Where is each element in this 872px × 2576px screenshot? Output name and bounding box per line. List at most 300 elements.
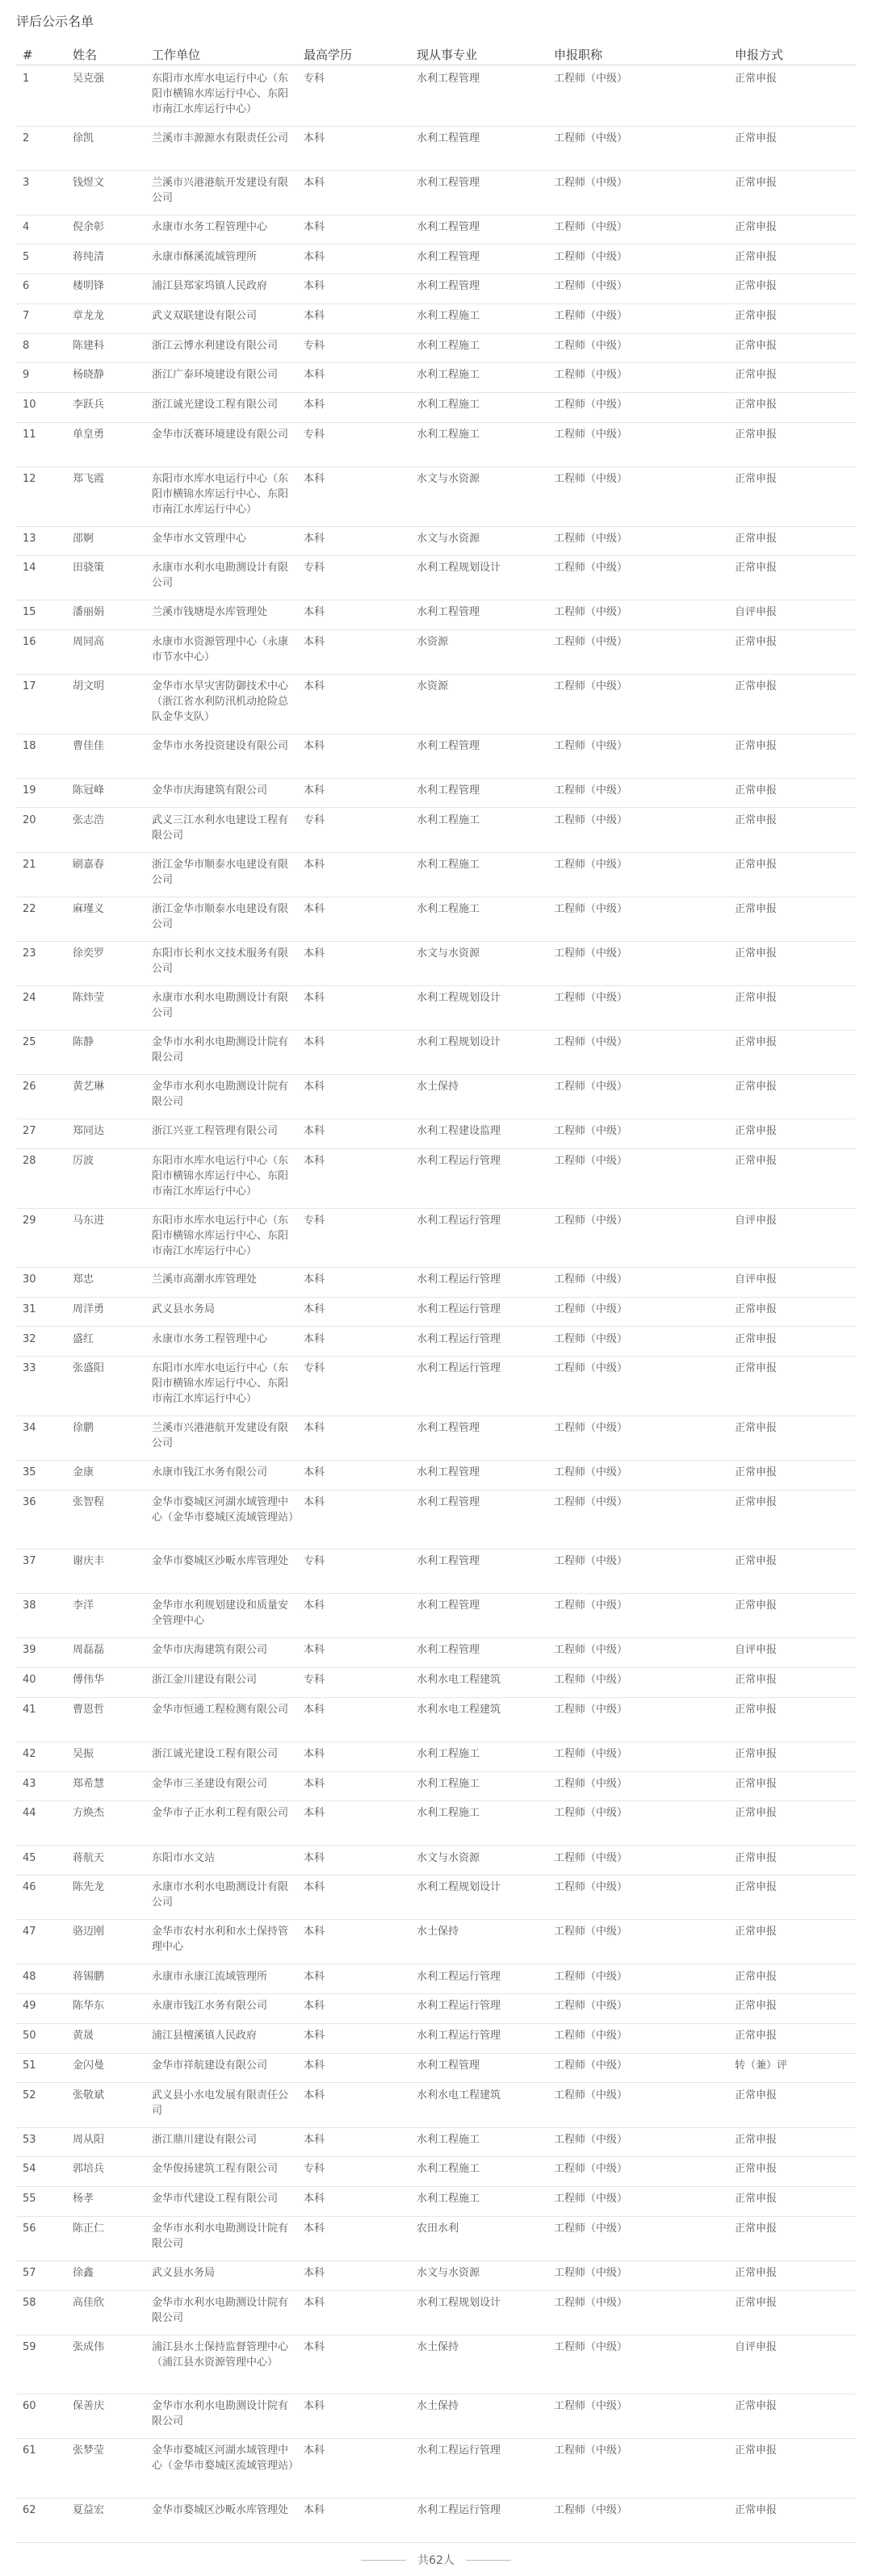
table-row <box>16 1416 856 1461</box>
table-row <box>16 2394 856 2439</box>
row-number: 52 <box>23 2089 36 2101</box>
row-employer: 东阳市水库水电运行中心（东阳市横锦水库运行中心、东阳市南江水库运行中心） <box>152 1155 289 1198</box>
row-education: 本科 <box>304 1600 325 1612</box>
row-title: 工程师（中级） <box>554 176 628 189</box>
row-education: 本科 <box>304 1081 325 1094</box>
table-row <box>16 392 856 423</box>
row-title: 工程师（中级） <box>554 1421 628 1434</box>
row-name: 高佳欣 <box>73 2296 105 2309</box>
row-education: 本科 <box>304 1851 325 1864</box>
row-specialty: 水利工程管理 <box>417 1644 480 1657</box>
row-education: 本科 <box>304 1155 325 1168</box>
row-specialty: 水利水电工程建筑 <box>417 1703 501 1716</box>
footer-divider-right <box>466 2560 511 2561</box>
row-specialty: 水土保持 <box>417 2400 459 2413</box>
row-number: 62 <box>23 2503 36 2516</box>
row-specialty: 水利工程规划设计 <box>417 1036 501 1049</box>
row-title: 工程师（中级） <box>554 902 628 915</box>
row-specialty: 水利工程管理 <box>417 73 480 85</box>
row-employer: 金华市代建设工程有限公司 <box>152 2193 279 2206</box>
row-title: 工程师（中级） <box>554 2400 628 2413</box>
row-title: 工程师（中级） <box>554 1851 628 1864</box>
row-specialty: 水利工程规划设计 <box>417 1881 501 1894</box>
row-education: 本科 <box>304 1777 325 1790</box>
row-specialty: 水文与水资源 <box>417 1851 480 1864</box>
row-employer: 金华市祥航建设有限公司 <box>152 2059 268 2072</box>
row-number: 5 <box>23 250 30 263</box>
row-specialty: 水文与水资源 <box>417 532 480 545</box>
row-employer: 永康市水利水电勘测设计有限公司 <box>152 1881 289 1909</box>
row-employer: 兰溪市高潮水库管理处 <box>152 1273 258 1286</box>
row-method: 正常申报 <box>735 1036 778 1049</box>
row-employer: 浙江广泰环境建设有限公司 <box>152 369 279 382</box>
row-number: 47 <box>23 1926 36 1938</box>
row-employer: 永康市水利水电勘测设计有限公司 <box>152 992 289 1019</box>
table-row <box>16 66 856 127</box>
row-employer: 金华市沃赛环境建设有限公司 <box>152 428 289 441</box>
row-specialty: 水利工程规划设计 <box>417 992 501 1004</box>
row-name: 马东进 <box>73 1214 105 1227</box>
column-header-name: 姓名 <box>73 48 98 62</box>
row-name: 黄艺琳 <box>73 1081 105 1094</box>
row-employer: 武义三江水利水电建设工程有限公司 <box>152 813 289 842</box>
row-title: 工程师（中级） <box>554 1273 628 1286</box>
row-method: 自评申报 <box>735 1644 778 1657</box>
table-row <box>16 1460 856 1491</box>
row-specialty: 水利水电工程建筑 <box>417 1674 501 1687</box>
row-specialty: 水利工程施工 <box>417 2133 480 2146</box>
row-name: 吴振 <box>73 1748 94 1760</box>
row-method: 正常申报 <box>735 2266 778 2279</box>
row-specialty: 水利工程施工 <box>417 858 480 871</box>
row-specialty: 水利工程管理 <box>417 280 480 293</box>
row-name: 周洋勇 <box>73 1303 105 1315</box>
row-education: 本科 <box>304 2000 325 2013</box>
row-education: 专科 <box>304 73 325 85</box>
row-method: 自评申报 <box>735 606 778 619</box>
row-education: 本科 <box>304 784 325 797</box>
row-specialty: 水利工程管理 <box>417 220 480 233</box>
row-method: 正常申报 <box>735 2163 778 2176</box>
row-title: 工程师（中级） <box>554 2163 628 2176</box>
table-row <box>16 2260 856 2291</box>
row-specialty: 水利工程管理 <box>417 784 480 797</box>
row-number: 1 <box>23 73 30 85</box>
row-specialty: 水利工程运行管理 <box>417 1214 501 1227</box>
row-title: 工程师（中级） <box>554 2193 628 2206</box>
row-method: 正常申报 <box>735 1807 778 1820</box>
table-row <box>16 526 856 557</box>
row-name: 单皇勇 <box>73 428 105 441</box>
row-employer: 金华市婺城区沙畈水库管理处 <box>152 1555 289 1568</box>
table-row <box>16 1964 856 1995</box>
row-method: 正常申报 <box>735 280 778 293</box>
table-row <box>16 941 856 986</box>
row-method: 自评申报 <box>735 1214 778 1227</box>
row-education: 专科 <box>304 1674 325 1687</box>
row-specialty: 水利工程管理 <box>417 739 480 752</box>
row-title: 工程师（中级） <box>554 250 628 263</box>
row-employer: 浙江诚光建设工程有限公司 <box>152 399 279 412</box>
table-row <box>16 1667 856 1698</box>
row-number: 38 <box>23 1600 36 1612</box>
row-title: 工程师（中级） <box>554 1362 628 1375</box>
row-title: 工程师（中级） <box>554 2222 628 2235</box>
table-row <box>16 1993 856 2024</box>
row-employer: 金华市婺城区河湖水域管理中心（金华市婺城区流域管理站） <box>152 1495 300 1524</box>
row-specialty: 水利工程管理 <box>417 1421 480 1434</box>
row-method: 正常申报 <box>735 2089 778 2101</box>
row-number: 17 <box>23 680 36 693</box>
row-education: 本科 <box>304 739 325 752</box>
row-education: 本科 <box>304 2503 325 2516</box>
row-specialty: 水文与水资源 <box>417 473 480 485</box>
row-education: 本科 <box>304 2444 325 2457</box>
table-row <box>16 2127 856 2158</box>
row-method: 正常申报 <box>735 1881 778 1894</box>
row-name: 保善庆 <box>73 2400 105 2413</box>
row-title: 工程师（中级） <box>554 813 628 826</box>
row-method: 正常申报 <box>735 339 778 352</box>
row-education: 专科 <box>304 813 325 826</box>
row-name: 郑忠 <box>73 1273 94 1286</box>
row-title: 工程师（中级） <box>554 1495 628 1508</box>
row-title: 工程师（中级） <box>554 1881 628 1894</box>
row-method: 正常申报 <box>735 739 778 752</box>
row-education: 本科 <box>304 369 325 382</box>
row-employer: 浙江鼎川建设有限公司 <box>152 2133 258 2146</box>
row-number: 39 <box>23 1644 36 1657</box>
row-name: 张梦莹 <box>73 2444 105 2457</box>
column-header-method: 申报方式 <box>735 48 784 62</box>
row-name: 钱煜文 <box>73 176 105 189</box>
row-employer: 金华市婺城区河湖水域管理中心（金华市婺城区流域管理站） <box>152 2444 300 2473</box>
row-specialty: 水利工程施工 <box>417 309 480 322</box>
row-name: 田骁策 <box>73 562 105 575</box>
table-row <box>16 2438 856 2499</box>
row-method: 正常申报 <box>735 220 778 233</box>
row-education: 本科 <box>304 309 325 322</box>
row-title: 工程师（中级） <box>554 1214 628 1227</box>
row-method: 正常申报 <box>735 1600 778 1612</box>
row-specialty: 水利工程运行管理 <box>417 1155 501 1168</box>
row-method: 正常申报 <box>735 902 778 915</box>
row-method: 正常申报 <box>735 250 778 263</box>
row-name: 傅伟华 <box>73 1674 105 1687</box>
row-method: 正常申报 <box>735 1555 778 1568</box>
row-method: 正常申报 <box>735 132 778 144</box>
row-name: 杨晓静 <box>73 369 105 382</box>
row-education: 专科 <box>304 2163 325 2176</box>
row-name: 楼明锋 <box>73 280 105 293</box>
row-method: 转（兼）评 <box>735 2059 788 2072</box>
row-number: 22 <box>23 902 36 915</box>
row-education: 本科 <box>304 1303 325 1315</box>
table-row <box>16 126 856 171</box>
row-number: 49 <box>23 2000 36 2013</box>
row-employer: 兰溪市丰源源水有限责任公司 <box>152 132 289 144</box>
row-name: 徐奕罗 <box>73 947 105 960</box>
row-method: 正常申报 <box>735 1970 778 1983</box>
row-title: 工程师（中级） <box>554 1777 628 1790</box>
row-title: 工程师（中级） <box>554 428 628 441</box>
row-employer: 金华市庆海建筑有限公司 <box>152 1644 268 1657</box>
row-employer: 东阳市水库水电运行中心（东阳市横锦水库运行中心、东阳市南江水库运行中心） <box>152 473 289 516</box>
row-method: 正常申报 <box>735 1495 778 1508</box>
row-education: 本科 <box>304 2222 325 2235</box>
row-method: 正常申报 <box>735 2444 778 2457</box>
row-title: 工程师（中级） <box>554 2000 628 2013</box>
row-title: 工程师（中级） <box>554 606 628 619</box>
row-method: 正常申报 <box>735 1703 778 1716</box>
row-title: 工程师（中级） <box>554 947 628 960</box>
row-name: 倪余彰 <box>73 220 105 233</box>
row-method: 正常申报 <box>735 1362 778 1375</box>
row-employer: 东阳市水文站 <box>152 1851 216 1864</box>
row-employer: 金华市子正水利工程有限公司 <box>152 1807 289 1820</box>
row-method: 自评申报 <box>735 2340 778 2353</box>
row-name: 徐鹏 <box>73 1421 94 1434</box>
row-number: 33 <box>23 1362 36 1375</box>
row-education: 专科 <box>304 1362 325 1375</box>
row-education: 本科 <box>304 2133 325 2146</box>
row-specialty: 水利工程运行管理 <box>417 1303 501 1315</box>
row-title: 工程师（中级） <box>554 1600 628 1612</box>
row-title: 工程师（中级） <box>554 1466 628 1478</box>
row-title: 工程师（中级） <box>554 784 628 797</box>
table-row <box>16 1875 856 1920</box>
row-employer: 金华市水利规划建设和质量安全管理中心 <box>152 1600 289 1628</box>
page-title: 评后公示名单 <box>16 14 94 29</box>
row-specialty: 水利工程施工 <box>417 1777 480 1790</box>
row-name: 周从阳 <box>73 2133 105 2146</box>
row-specialty: 水利工程运行管理 <box>417 2000 501 2013</box>
row-title: 工程师（中级） <box>554 1155 628 1168</box>
row-name: 骆迈刚 <box>73 1926 105 1938</box>
row-title: 工程师（中级） <box>554 399 628 412</box>
table-row <box>16 1267 856 1298</box>
row-method: 正常申报 <box>735 399 778 412</box>
row-employer: 金华市水务投资建设有限公司 <box>152 739 289 752</box>
table-row <box>16 1800 856 1846</box>
row-specialty: 水资源 <box>417 636 449 649</box>
row-number: 13 <box>23 532 36 545</box>
row-method: 正常申报 <box>735 369 778 382</box>
row-education: 本科 <box>304 220 325 233</box>
row-name: 徐凯 <box>73 132 94 144</box>
row-specialty: 水文与水资源 <box>417 2266 480 2279</box>
row-number: 50 <box>23 2030 36 2042</box>
row-number: 8 <box>23 339 30 352</box>
row-number: 9 <box>23 369 30 382</box>
row-employer: 金华市水利水电勘测设计院有限公司 <box>152 1036 289 1064</box>
row-specialty: 水利工程管理 <box>417 176 480 189</box>
row-name: 麻瑾义 <box>73 902 105 915</box>
row-number: 61 <box>23 2444 36 2457</box>
table-row <box>16 2156 856 2187</box>
row-title: 工程师（中级） <box>554 73 628 85</box>
table-row <box>16 1356 856 1416</box>
row-method: 正常申报 <box>735 1303 778 1315</box>
row-education: 本科 <box>304 1926 325 1938</box>
row-title: 工程师（中级） <box>554 992 628 1004</box>
row-number: 35 <box>23 1466 36 1478</box>
row-employer: 金华市恒通工程检测有限公司 <box>152 1703 289 1716</box>
table-row <box>16 600 856 630</box>
table-row <box>16 2498 856 2543</box>
row-title: 工程师（中级） <box>554 369 628 382</box>
column-header-number: # <box>23 48 33 62</box>
row-education: 本科 <box>304 1036 325 1049</box>
row-specialty: 水利工程施工 <box>417 1807 480 1820</box>
table-row <box>16 215 856 245</box>
footer <box>0 2550 872 2570</box>
row-employer: 永康市酥溪流域管理所 <box>152 250 258 263</box>
row-number: 53 <box>23 2133 36 2146</box>
row-number: 7 <box>23 309 30 322</box>
row-education: 本科 <box>304 858 325 871</box>
row-specialty: 水利工程管理 <box>417 250 480 263</box>
row-name: 陈建科 <box>73 339 105 352</box>
row-number: 55 <box>23 2193 36 2206</box>
row-education: 本科 <box>304 250 325 263</box>
table-row <box>16 1549 856 1594</box>
row-employer: 东阳市水库水电运行中心（东阳市横锦水库运行中心、东阳市南江水库运行中心） <box>152 73 289 115</box>
row-number: 23 <box>23 947 36 960</box>
row-education: 本科 <box>304 1332 325 1345</box>
row-name: 李跃兵 <box>73 399 105 412</box>
table-row <box>16 778 856 809</box>
row-specialty: 水利工程施工 <box>417 1748 480 1760</box>
row-employer: 永康市水资源管理中心（永康市节水中心） <box>152 636 289 664</box>
row-employer: 永康市钱江水务有限公司 <box>152 1466 268 1478</box>
row-title: 工程师（中级） <box>554 680 628 693</box>
row-name: 吴克强 <box>73 73 105 85</box>
row-title: 工程师（中级） <box>554 1303 628 1315</box>
table-row <box>16 555 856 600</box>
row-number: 2 <box>23 132 30 144</box>
row-title: 工程师（中级） <box>554 739 628 752</box>
row-method: 正常申报 <box>735 1851 778 1864</box>
row-education: 本科 <box>304 606 325 619</box>
table-row <box>16 985 856 1031</box>
row-education: 本科 <box>304 1466 325 1478</box>
row-number: 56 <box>23 2222 36 2235</box>
row-education: 本科 <box>304 2400 325 2413</box>
row-employer: 东阳市水库水电运行中心（东阳市横锦水库运行中心、东阳市南江水库运行中心） <box>152 1214 289 1257</box>
row-employer: 兰溪市兴港港航开发建设有限公司 <box>152 1421 289 1449</box>
row-title: 工程师（中级） <box>554 1703 628 1716</box>
row-employer: 浙江金川建设有限公司 <box>152 1674 258 1687</box>
row-education: 本科 <box>304 1644 325 1657</box>
row-number: 45 <box>23 1851 36 1864</box>
row-employer: 浙江金华市顺泰水电建设有限公司 <box>152 902 289 930</box>
row-number: 27 <box>23 1125 36 1138</box>
row-number: 48 <box>23 1970 36 1983</box>
row-method: 正常申报 <box>735 428 778 441</box>
row-name: 蒋锡鹏 <box>73 1970 105 1983</box>
row-number: 29 <box>23 1214 36 1227</box>
row-title: 工程师（中级） <box>554 280 628 293</box>
row-education: 本科 <box>304 280 325 293</box>
row-education: 本科 <box>304 1273 325 1286</box>
row-title: 工程师（中级） <box>554 1081 628 1094</box>
row-employer: 兰溪市钱塘堤水库管理处 <box>152 606 268 619</box>
table-row <box>16 808 856 853</box>
table-row <box>16 1074 856 1119</box>
row-employer: 金华市庆海建筑有限公司 <box>152 784 268 797</box>
row-specialty: 水利工程运行管理 <box>417 2503 501 2516</box>
column-header-specialty: 现从事专业 <box>417 48 478 62</box>
row-title: 工程师（中级） <box>554 562 628 575</box>
row-specialty: 水利工程管理 <box>417 1600 480 1612</box>
row-specialty: 水利工程施工 <box>417 2193 480 2206</box>
row-number: 19 <box>23 784 36 797</box>
row-specialty: 水利工程运行管理 <box>417 2444 501 2457</box>
row-title: 工程师（中级） <box>554 1748 628 1760</box>
row-specialty: 水文与水资源 <box>417 947 480 960</box>
table-row <box>16 1148 856 1209</box>
row-number: 20 <box>23 813 36 826</box>
row-education: 本科 <box>304 176 325 189</box>
row-employer: 金华市农村水利和水土保持管理中心 <box>152 1926 289 1954</box>
row-name: 潘丽娟 <box>73 606 105 619</box>
row-education: 本科 <box>304 1970 325 1983</box>
table-row <box>16 1297 856 1328</box>
row-employer: 永康市水务工程管理中心 <box>152 220 268 233</box>
row-education: 本科 <box>304 2193 325 2206</box>
row-name: 李洋 <box>73 1600 94 1612</box>
row-number: 34 <box>23 1421 36 1434</box>
row-specialty: 水利工程管理 <box>417 1466 480 1478</box>
row-employer: 浙江兴亚工程管理有限公司 <box>152 1125 279 1138</box>
row-education: 本科 <box>304 1495 325 1508</box>
row-title: 工程师（中级） <box>554 309 628 322</box>
row-number: 24 <box>23 992 36 1004</box>
row-name: 陈静 <box>73 1036 94 1049</box>
row-specialty: 水利工程运行管理 <box>417 1273 501 1286</box>
row-method: 正常申报 <box>735 532 778 545</box>
row-employer: 金华市水利水电勘测设计院有限公司 <box>152 1081 289 1109</box>
row-name: 徐鑫 <box>73 2266 94 2279</box>
row-employer: 金华市水旱灾害防御技术中心（浙江省水利防汛机动抢险总队金华支队） <box>152 680 289 724</box>
row-title: 工程师（中级） <box>554 220 628 233</box>
row-name: 郭培兵 <box>73 2163 105 2176</box>
row-method: 正常申报 <box>735 309 778 322</box>
row-title: 工程师（中级） <box>554 2133 628 2146</box>
row-number: 14 <box>23 562 36 575</box>
row-employer: 武义县水务局 <box>152 1303 216 1315</box>
row-name: 郑同达 <box>73 1125 105 1138</box>
row-specialty: 水利工程运行管理 <box>417 1970 501 1983</box>
row-education: 本科 <box>304 2059 325 2072</box>
row-education: 本科 <box>304 1703 325 1716</box>
row-number: 60 <box>23 2400 36 2413</box>
row-education: 专科 <box>304 1214 325 1227</box>
table-row <box>16 897 856 942</box>
row-title: 工程师（中级） <box>554 858 628 871</box>
row-method: 正常申报 <box>735 813 778 826</box>
column-header-education: 最高学历 <box>304 48 353 62</box>
row-method: 正常申报 <box>735 1777 778 1790</box>
row-method: 正常申报 <box>735 562 778 575</box>
table-row <box>16 2186 856 2217</box>
row-number: 3 <box>23 176 30 189</box>
row-method: 正常申报 <box>735 1155 778 1168</box>
row-name: 邵婀 <box>73 532 94 545</box>
row-title: 工程师（中级） <box>554 2340 628 2353</box>
row-number: 57 <box>23 2266 36 2279</box>
